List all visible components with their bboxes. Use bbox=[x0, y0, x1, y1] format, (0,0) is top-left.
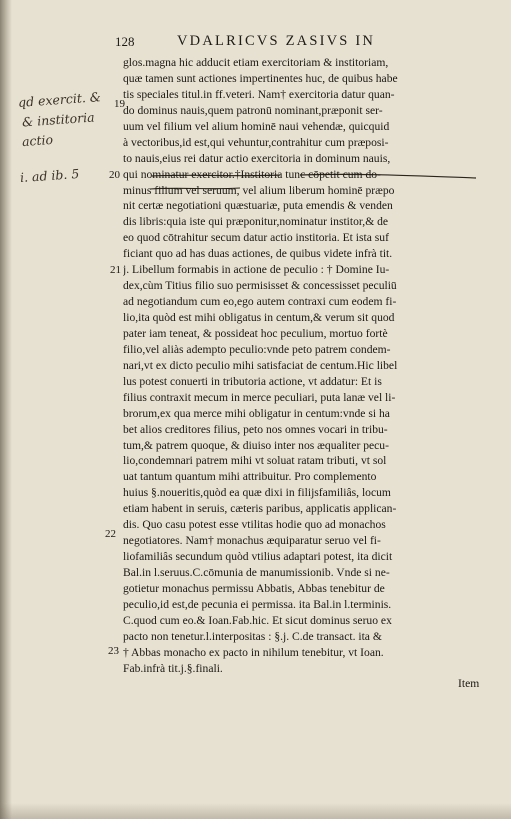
text-line: Fab.infrà tit.j.§.finali. bbox=[123, 661, 223, 675]
text-line: peculio,id est,de pecunia ei permissa. ita Bal.in l.terminis. bbox=[123, 597, 392, 611]
text-line: dis. Quo casu potest esse vtilitas hodie quo ad monachos bbox=[123, 518, 386, 532]
text-line: † Abbas monacho ex pacto in nihilum tenebitur, vt Ioan. bbox=[123, 645, 384, 659]
text-line: tum,& patrem quoque, & diuiso inter nos æqualiter pecu- bbox=[123, 438, 389, 452]
text-line: do dominus nauis,quem patronū nominant,præponit ser- bbox=[123, 103, 383, 117]
page-number: 128 bbox=[115, 34, 135, 49]
paragraph-number-20: 20 bbox=[109, 169, 120, 181]
text-line: qui nominatur exercitor.†Institoria tunc cōpetit cum do- bbox=[123, 167, 381, 181]
text-line: C.quod cum eo.& Ioan.Fab.hic. Et sicut dominus seruo ex bbox=[123, 613, 392, 627]
text-line: filio,vel aliàs adempto peculio:vnde peto patrem condem- bbox=[123, 342, 391, 356]
text-line: brorum,ex qua merce mihi obligatur in centum:vnde si ha bbox=[123, 406, 390, 420]
text-line: glos.magna hic adducit etiam exercitoriam & institoriam, bbox=[123, 56, 389, 69]
text-line: à vectoribus,id est,qui vehuntur,contrahitur cum præposi- bbox=[123, 135, 389, 149]
text-line: eo quod cōtrahitur secum datur actio institoria. Et ista suf bbox=[123, 231, 389, 245]
running-head: VDALRICVS ZASIVS IN bbox=[177, 33, 376, 49]
text-line: tis speciales titul.in ff.veteri. Nam† exercitoria datur quan- bbox=[123, 87, 395, 101]
text-line: etiam habent in seruis, cæteris paribus, applicatis applican- bbox=[123, 502, 397, 516]
text-line: gotietur monachus permissu Abbatis, Abbas tenebitur de bbox=[123, 581, 385, 595]
binding-gutter bbox=[0, 0, 12, 819]
text-line: Bal.in l.seruus.C.cōmunia de manumissionib. Vnde si ne- bbox=[123, 566, 390, 579]
text-line: dex,cùm Titius filio suo permisisset & concessisset peculiū bbox=[123, 279, 397, 293]
paragraph-number-22: 22 bbox=[105, 528, 116, 540]
text-line: uum vel filium vel alium hominē naui vehendæ, quicquid bbox=[123, 119, 390, 133]
text-line: bet alios creditores filius, peto nos omnes vocari in tribu- bbox=[123, 422, 388, 436]
text-line: dis libris:quia iste qui præponitur,nominatur institor,& de bbox=[123, 215, 389, 229]
text-line: filius contraxit mecum in merce peculiari, puta lanæ vel li- bbox=[123, 390, 396, 404]
handwritten-note-2: & institoria bbox=[21, 109, 95, 130]
page-header bbox=[115, 33, 485, 51]
page-edge-shadow bbox=[0, 803, 511, 819]
text-line: nari,vt ex dicto peculio mihi satisfaciat de centum.Hic libel bbox=[123, 358, 398, 372]
text-line: ficiant quo ad has duas actiones, de quibus videte infrà tit. bbox=[123, 247, 393, 261]
text-line: lio,ita quòd est mihi obligatus in centum,& verum sit quod bbox=[123, 311, 395, 324]
text-line: ad negotiandum cum eo,ego autem contraxi cum eodem fi- bbox=[123, 295, 397, 309]
text-line: lus potest conuerti in tributoria actione, vt addatur: Et is bbox=[123, 374, 382, 388]
handwritten-note-1: qd exercit. & bbox=[17, 89, 102, 110]
handwritten-note-4: i. ad ib. 5 bbox=[19, 165, 80, 186]
text-line: j. Libellum formabis in actione de peculio : † Domine Iu- bbox=[123, 263, 390, 277]
handwritten-note-3: actio bbox=[21, 131, 54, 150]
text-line: pater iam teneat, & possideat hoc peculium, mortuo fortè bbox=[123, 326, 388, 340]
catchword: Item bbox=[458, 677, 480, 690]
text-line: minus filium vel seruum, vel alium liberum hominē præpo bbox=[123, 183, 395, 197]
text-line: quæ tamen sunt actiones impertinentes huc, de quibus habe bbox=[123, 71, 398, 85]
text-line: huius §.noueritis,quòd ea quæ dixi in filijsfamiliâs, locum bbox=[123, 486, 391, 500]
text-line: nit certæ negotiationi quæstuariæ, puta emendis & venden bbox=[123, 199, 393, 213]
paragraph-number-19: 19 bbox=[114, 98, 125, 110]
text-line: lio,condemnari patrem mihi vt soluat ratam tributi, vt sol bbox=[123, 454, 387, 468]
text-line: uat tantum quantum mihi attribuitur. Pro complemento bbox=[123, 470, 377, 484]
text-line: pacto non tenetur.l.interpositas : §.j. C.de transact. ita & bbox=[123, 629, 382, 643]
text-line: liofamiliâs secundum quòd vtilius adaptari potest, ita dicit bbox=[123, 550, 393, 564]
paragraph-number-23: 23 bbox=[108, 645, 119, 657]
text-line: to nauis,eius rei datur actio exercitoria in dominum nauis, bbox=[123, 151, 391, 165]
paragraph-number-21: 21 bbox=[110, 264, 121, 276]
text-line: negotiatores. Nam† monachus æquiparatur seruo vel fi- bbox=[123, 534, 381, 548]
body-text bbox=[123, 55, 491, 677]
